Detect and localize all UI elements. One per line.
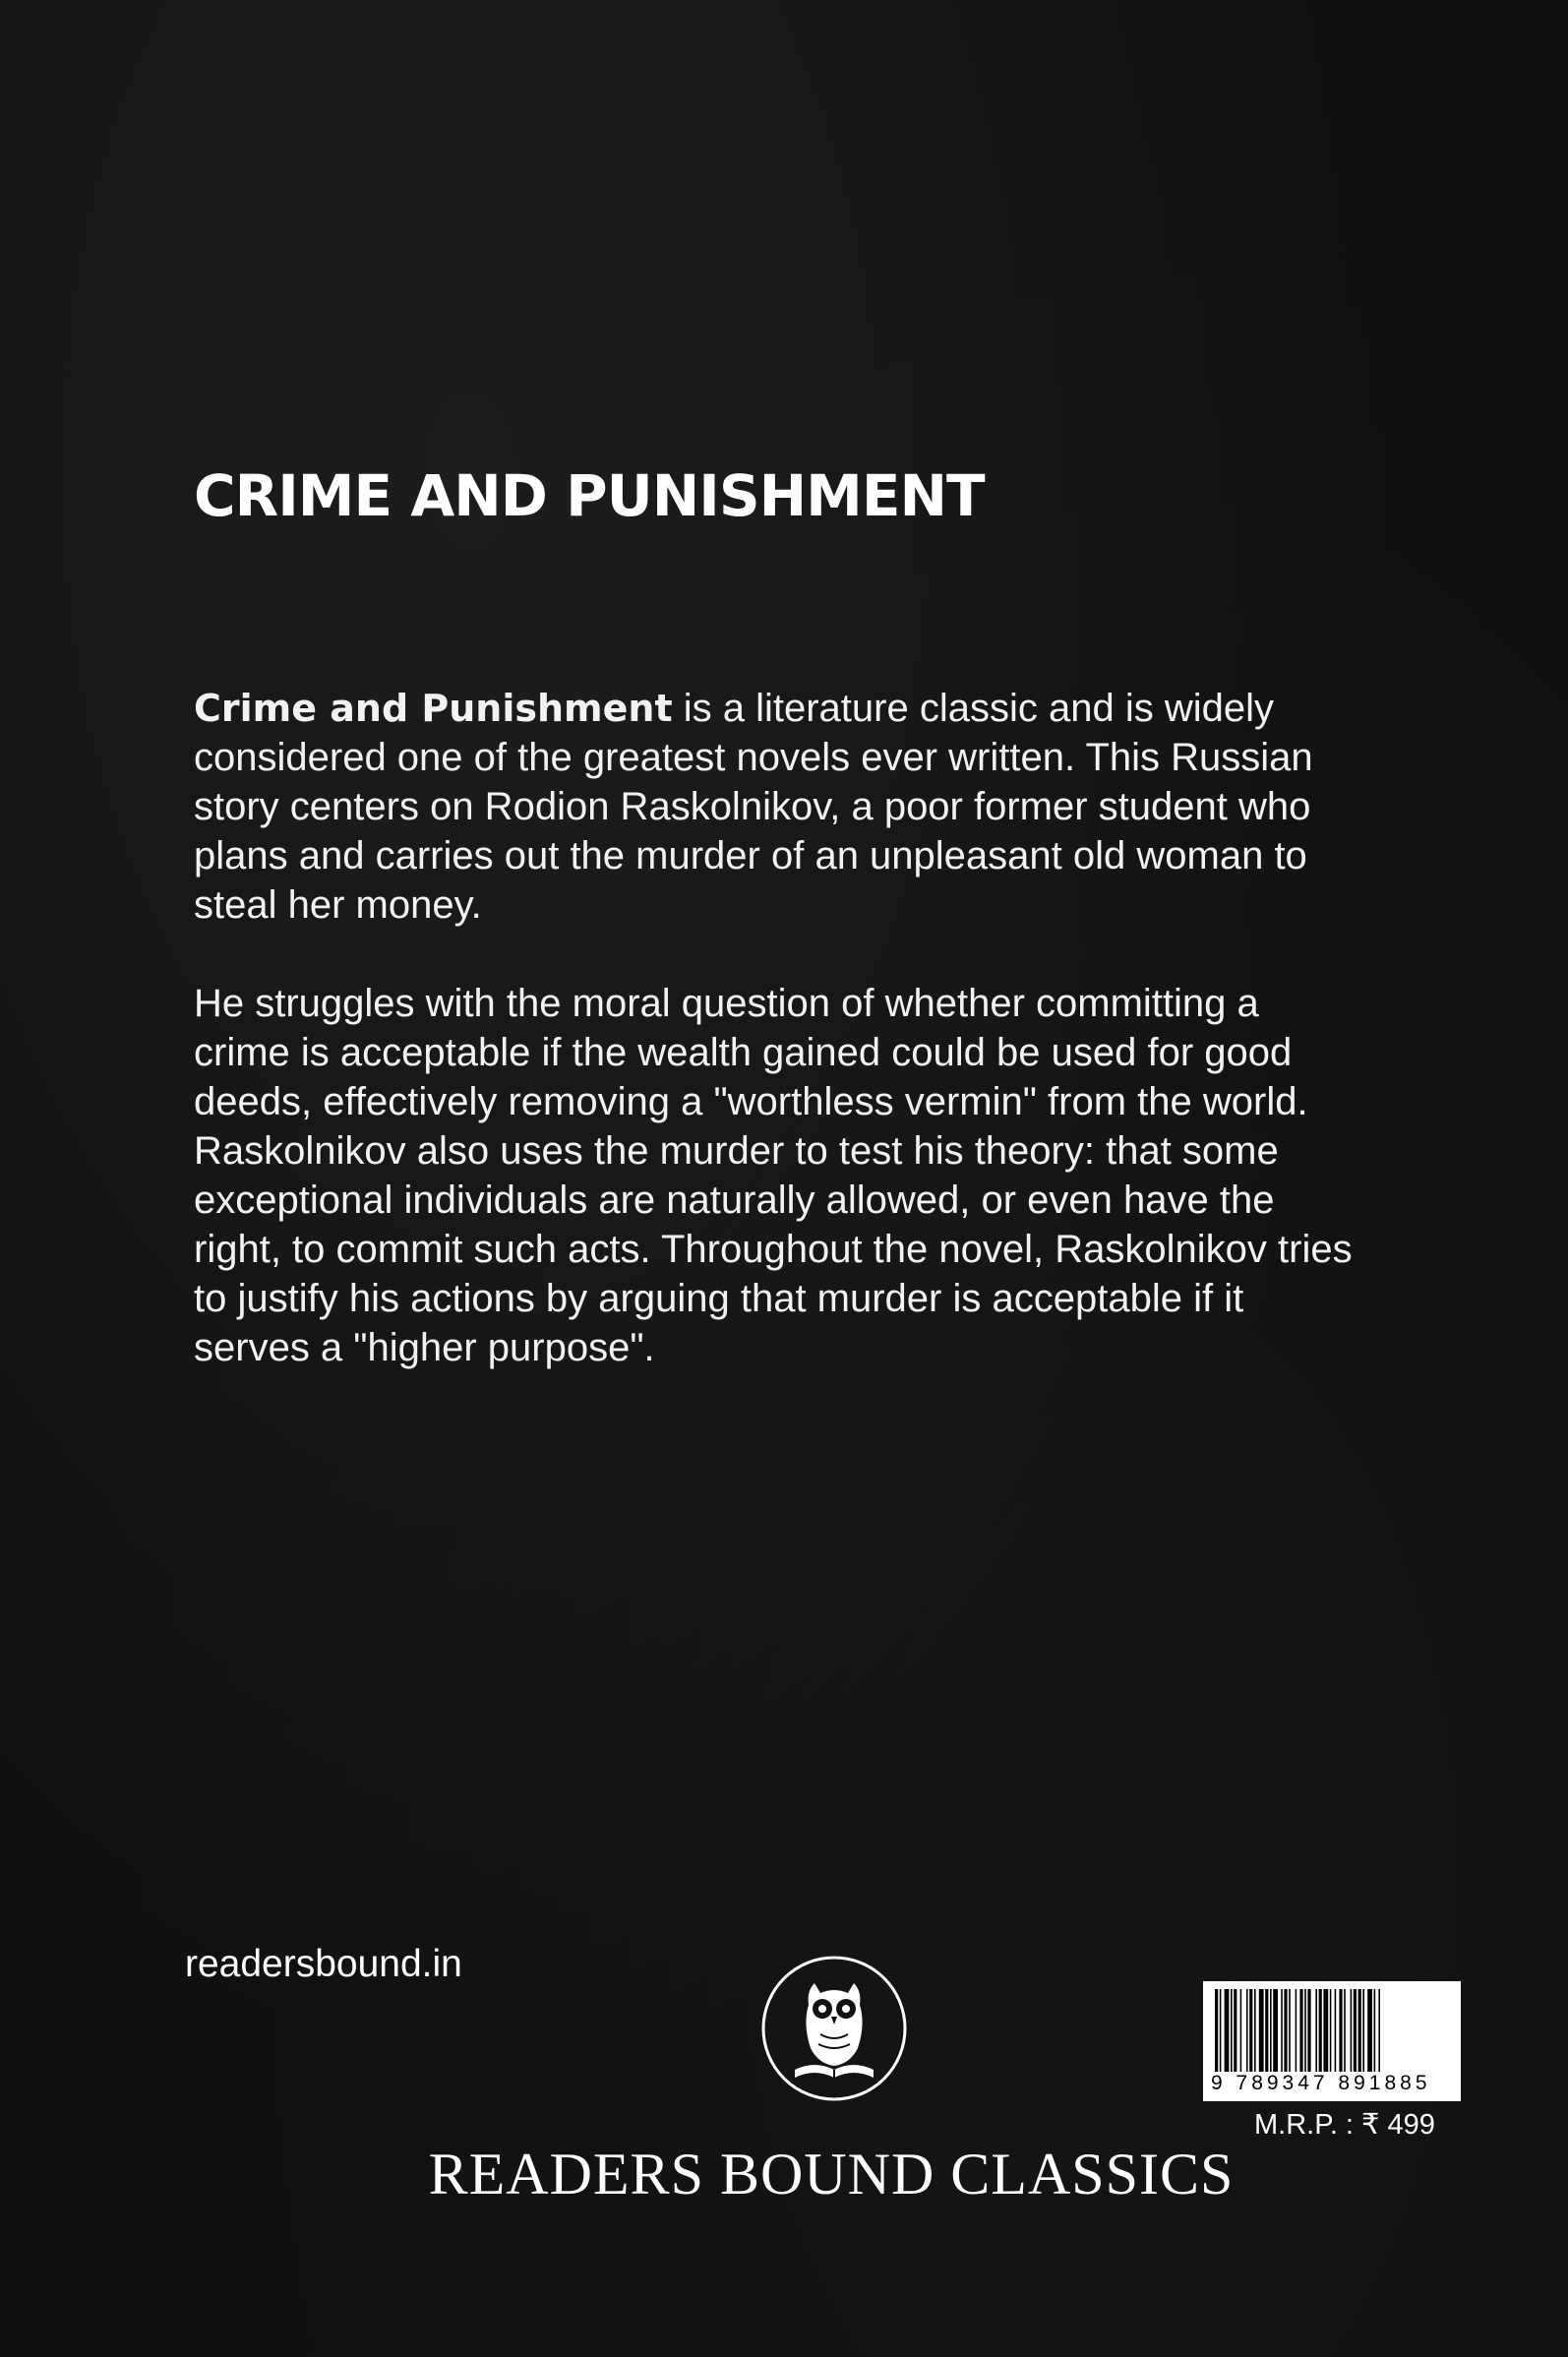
isbn-barcode — [1203, 1981, 1461, 2101]
price-label: M.R.P. : ₹ 499 — [1254, 2109, 1435, 2141]
book-blurb — [194, 684, 1355, 1421]
blurb-book-name: Crime and Punishment — [194, 687, 673, 730]
publisher-name: READERS BOUND CLASSICS — [428, 2142, 1235, 2206]
publisher-website: readersbound.in — [185, 1943, 462, 1985]
owl-on-book-icon — [759, 1954, 909, 2103]
blurb-paragraph-1-text: is a literature classic and is widely considered one of the greatest novels ever written. This Russian story centers on Rodion Raskolnikov, a poor former student who plans and carries out the murder of an unpleasant old woman to steal her money. — [194, 687, 1313, 927]
blurb-paragraph-2: He struggles with the moral question of whether committing a crime is acceptable if the wealth gained could be used for good deeds, effectively removing a "worthless vermin" from the world. Raskolnikov also uses the murder to test his theory: that some exceptional individuals are naturally allowed, or even have the right, to commit such acts. Throughout the novel, Raskolnikov tries to justify his actions by arguing that murder is acceptable if it serves a "higher purpose". — [194, 982, 1353, 1369]
barcode-bars — [1211, 1989, 1453, 2072]
blurb-paragraph-1 — [194, 684, 1355, 930]
isbn-number: 9 789347 891885 — [1211, 2072, 1431, 2094]
book-title: CRIME AND PUNISHMENT — [194, 462, 985, 529]
